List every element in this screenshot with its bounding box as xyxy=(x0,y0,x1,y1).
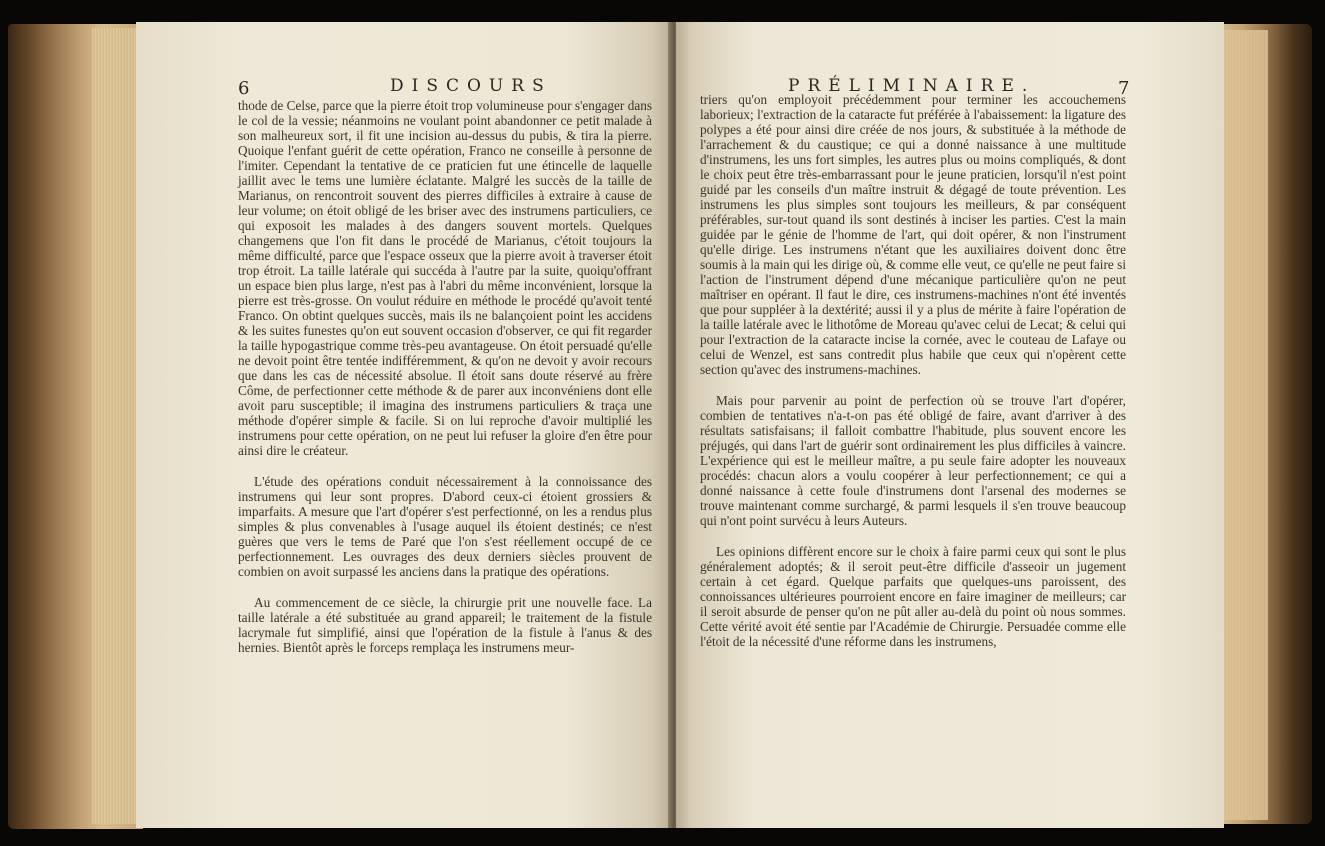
right-page-edges xyxy=(1220,30,1268,820)
right-page xyxy=(676,22,1224,828)
left-paragraph-1: thode de Celse, parce que la pierre étoit trop volumineuse pour s'engager dans le col de la vessie; néanmoins ne voulant point abandonner ce petit malade à son malheureux sort, il fit une incision au-dessus du pubis, & tira la pierre. Quoique l'enfant guérit de cette opération, Franco ne conseille à personne de l'imiter. Cependant la tentative de ce praticien fut une étincelle de laquelle jaillit avec le tems une lumière éclatante. Malgré les succès de la taille de Marianus, on rencontroit souvent des pierres difficiles à extraire à cause de leur volume; on étoit obligé de les briser avec des instrumens particuliers, ce qui exposoit les malades à des dangers souvent mortels. Quelques changemens que l'on fit dans le procédé de Marianus, c'étoit toujours la même difficulté, parce que l'espace osseux que la pierre avoit à traverser étoit trop étroit. La taille latérale qui succéda à l'autre par la suite, quoiqu'offrant un espace bien plus large, n'est pas à l'abri du même inconvénient, lorsque la pierre est très-grosse. On voulut réduire en méthode le procédé qu'avoit tenté Franco. On obtint quelques succès, mais ils ne balançoient point les accidens & les suites funestes qu'on eut souvent occasion d'observer, ce qui fit regarder la taille hypogastrique comme très-peu avantageuse. On étoit persuadé qu'elle ne devoit point être tentée indifféremment, & qu'on ne devoit y avoir recours que dans les cas de nécessité absolue. Il étoit sans doute réservé au frère Côme, de perfectionner cette méthode & de parer aux inconvéniens dont elle avoit paru susceptible; il imagina des instrumens particuliers & traça une méthode d'opérer simple & facile. Si on lui reproche d'avoir multiplié les instrumens pour cette opération, on ne peut lui refuser la gloire d'en être pour ainsi dire le créateur. xyxy=(238,98,652,458)
right-paragraph-3: Les opinions diffèrent encore sur le choix à faire parmi ceux qui sont le plus généralement adoptés; & il seroit peut-être difficile d'asseoir un jugement certain à cet égard. Quelque parfaits que quelques-uns paroissent, des connoissances ultérieures pourroient encore en faire imaginer de meilleurs; car il seroit absurde de penser qu'on ne pût aller au-delà du point où nous sommes. Cette vérité avoit été sentie par l'Académie de Chirurgie. Persuadée comme elle l'étoit de la nécessité d'une réforme dans les instrumens, xyxy=(700,544,1126,649)
left-page xyxy=(136,22,672,828)
right-running-head: PRÉLIMINAIRE. xyxy=(788,76,1036,96)
right-paragraph-2: Mais pour parvenir au point de perfection où se trouve l'art d'opérer, combien de tentatives n'a-t-on pas été obligé de faire, avant d'arriver à des résultats satisfaisans; il falloit combattre l'habitude, plus souvent encore les préjugés, qui dans l'art de guérir sont ordinairement les plus difficiles à vaincre. L'expérience qui est le meilleur maître, a pu seule faire adopter les nouveaux procédés: chacun alors a voulu coopérer à leur perfectionnement; ce qui a donné naissance à cette foule d'instrumens dont l'arsenal des modernes se trouve maintenant comme surchargé, & parmi lesquels il s'en trouve beaucoup qui n'ont point survécu à leurs Auteurs. xyxy=(700,393,1126,528)
left-page-text xyxy=(238,98,652,655)
left-page-number: 6 xyxy=(238,78,250,99)
right-page-number: 7 xyxy=(1118,78,1130,99)
left-paragraph-3: Au commencement de ce siècle, la chirurgie prit une nouvelle face. La taille latérale a été substituée au grand appareil; le traitement de la fistule lacrymale fut simplifié, ainsi que l'opération de la fistule à l'anus & des hernies. Bientôt après le forceps remplaça les instrumens meur- xyxy=(238,595,652,655)
left-paragraph-2: L'étude des opérations conduit nécessairement à la connoissance des instrumens qui leur sont propres. D'abord ceux-ci étoient grossiers & imparfaits. A mesure que l'art d'opérer s'est perfectionné, on les a rendus plus simples & plus convenables à l'usage auquel ils étoient destinés; ce n'est guères que vers le tems de Paré que l'on s'est réellement occupé de ce perfectionnement. Les ouvrages des deux derniers siècles prouvent de combien on avoit surpassé les anciens dans la pratique des opérations. xyxy=(238,474,652,579)
left-running-head: DISCOURS xyxy=(390,76,552,96)
right-paragraph-1: triers qu'on employoit précédemment pour terminer les accouchemens laborieux; l'extraction de la cataracte fut préférée à l'abaissement: la ligature des polypes a été pour ainsi dire créée de nos jours, & substituée à la méthode de l'arrachement & du caustique; ce qui a donné naissance à une multitude d'instrumens, les uns fort simples, les autres plus ou moins compliqués, & dont le choix peut être très-embarrassant pour le jeune praticien, lorsqu'il n'est point guidé par les conseils d'un maître instruit & dégagé de toute prévention. Les instrumens les plus simples sont toujours les meilleurs, & par conséquent préférables, sur-tout quand ils sont destinés à inciser les parties. C'est la main guidée par le génie de l'homme de l'art, qui doit opérer, & non l'instrument qu'elle dirige. Les instrumens n'étant que les auxiliaires doivent donc être soumis à la main qui les dirige où, & comme elle veut, ce qu'elle ne peut faire si l'action de l'instrument dépend d'une mécanique particulière qu'on ne peut maîtriser en opérant. Il faut le dire, ces instrumens-machines n'ont été inventés que pour suppléer à la dextérité; aussi il y a plus de mérite à faire l'opération de la taille latérale avec le lithotôme de Moreau qu'avec celui de Lecat; & celui qui pour l'extraction de la cataracte incise la cornée, avec le couteau de Lafaye ou celui de Wenzel, est sans contredit plus habile que ceux qui n'opèrent cette section qu'avec des instrumens-machines. xyxy=(700,92,1126,377)
right-page-text xyxy=(700,92,1126,649)
left-page-edges xyxy=(92,28,142,824)
